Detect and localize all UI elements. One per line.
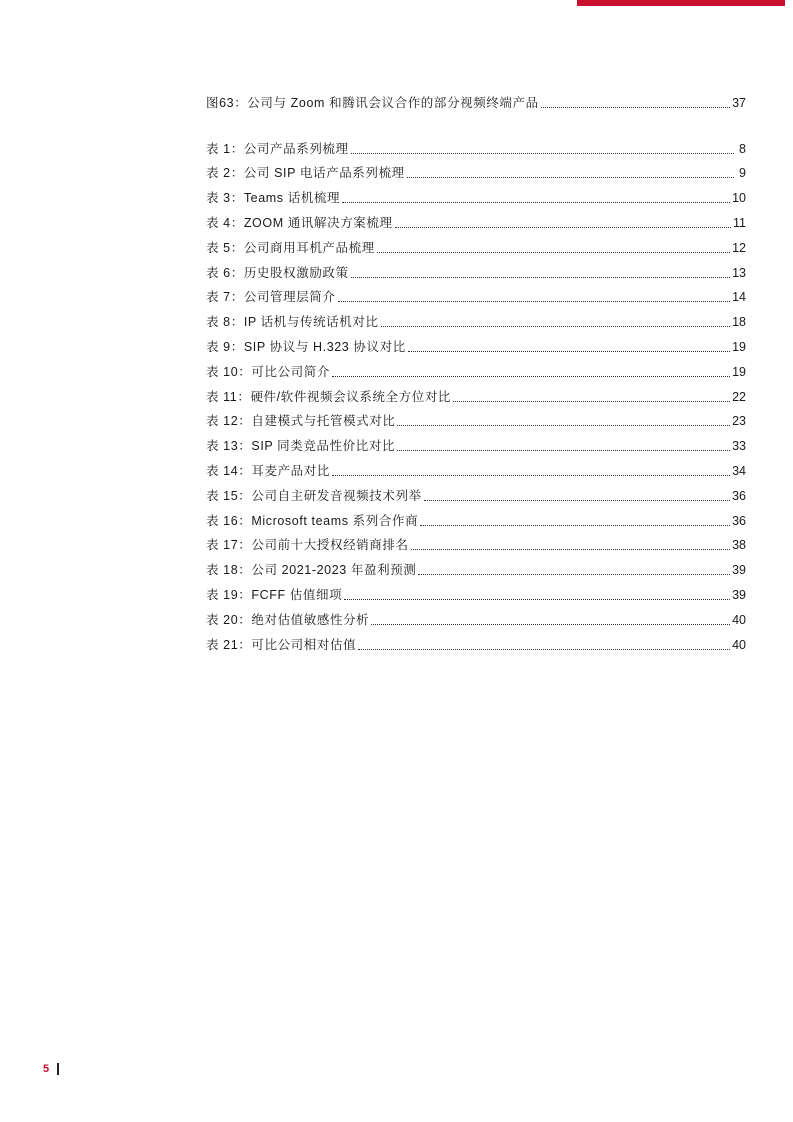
toc-entry-label: 表 15：公司自主研发音视频技术列举	[206, 488, 422, 503]
toc-entry-table-18[interactable]	[206, 553, 746, 578]
toc-entry-table-14[interactable]	[206, 454, 746, 479]
toc-leader-dots	[395, 226, 731, 228]
toc-entry-page: 8	[739, 141, 746, 156]
toc-leader-dots	[411, 548, 731, 550]
toc-leader-dots	[418, 573, 730, 575]
toc-leader-dots	[424, 499, 730, 501]
toc-leader-dots	[408, 350, 730, 352]
toc-entry-label: 表 16：Microsoft teams 系列合作商	[206, 513, 419, 528]
toc-leader-dots	[358, 648, 730, 650]
toc-leader-dots	[420, 524, 730, 526]
footer-separator	[57, 1063, 59, 1075]
toc-entry-label: 表 11：硬件/软件视频会议系统全方位对比	[206, 389, 452, 404]
toc-entry-table-20[interactable]	[206, 603, 746, 628]
toc-leader-dots	[332, 375, 730, 377]
toc-entry-figure-63[interactable]	[206, 86, 746, 111]
toc-leader-dots	[338, 300, 731, 302]
toc-entry-label: 表 19：FCFF 估值细项	[206, 587, 343, 602]
toc-entry-page: 40	[732, 637, 746, 652]
toc-entry-table-5[interactable]	[206, 231, 746, 256]
toc-entry-label: 表 9：SIP 协议与 H.323 协议对比	[206, 339, 406, 354]
toc-entry-table-17[interactable]	[206, 529, 746, 554]
table-of-contents	[206, 86, 746, 653]
toc-entry-page: 36	[732, 488, 746, 503]
toc-entry-label: 表 20：绝对估值敏感性分析	[206, 612, 370, 627]
toc-leader-dots	[371, 623, 730, 625]
toc-leader-dots	[351, 276, 730, 278]
toc-entry-label: 表 17：公司前十大授权经销商排名	[206, 538, 409, 553]
toc-entry-label: 表 12：自建模式与托管模式对比	[206, 414, 396, 429]
toc-entry-label: 表 21：可比公司相对估值	[206, 637, 357, 652]
toc-entry-page: 19	[732, 339, 746, 354]
toc-leader-dots	[381, 325, 731, 327]
toc-entry-table-19[interactable]	[206, 578, 746, 603]
toc-entry-label: 表 5：公司商用耳机产品梳理	[206, 240, 375, 255]
toc-entry-table-9[interactable]	[206, 330, 746, 355]
toc-leader-dots	[344, 598, 730, 600]
toc-leader-dots	[407, 176, 734, 178]
toc-entry-label: 表 8：IP 话机与传统话机对比	[206, 315, 379, 330]
toc-leader-dots	[351, 152, 734, 154]
toc-entry-table-4[interactable]	[206, 206, 746, 231]
toc-entry-label: 表 3：Teams 话机梳理	[206, 191, 341, 206]
toc-entry-page: 23	[732, 414, 746, 429]
toc-entry-page: 36	[732, 513, 746, 528]
toc-entry-page: 38	[732, 538, 746, 553]
toc-leader-dots	[332, 474, 730, 476]
toc-entry-table-13[interactable]	[206, 429, 746, 454]
toc-entry-page: 39	[732, 563, 746, 578]
toc-leader-dots	[541, 106, 730, 108]
toc-leader-dots	[397, 449, 730, 451]
toc-table-list	[206, 132, 746, 653]
toc-entry-page: 33	[732, 439, 746, 454]
toc-entry-label: 表 18：公司 2021-2023 年盈利预测	[206, 563, 417, 578]
toc-entry-page: 37	[732, 95, 746, 110]
toc-leader-dots	[453, 400, 730, 402]
toc-entry-table-16[interactable]	[206, 504, 746, 529]
toc-entry-table-6[interactable]	[206, 256, 746, 281]
toc-entry-page: 19	[732, 364, 746, 379]
toc-entry-page: 11	[733, 215, 746, 230]
toc-entry-label: 表 4：ZOOM 通讯解决方案梳理	[206, 215, 393, 230]
toc-entry-label: 表 1：公司产品系列梳理	[206, 141, 349, 156]
toc-entry-page: 22	[732, 389, 746, 404]
toc-entry-table-10[interactable]	[206, 355, 746, 380]
toc-entry-table-8[interactable]	[206, 305, 746, 330]
toc-entry-label: 表 14：耳麦产品对比	[206, 463, 330, 478]
toc-entry-table-2[interactable]	[206, 157, 746, 182]
page-number: 5	[43, 1063, 50, 1075]
toc-entry-table-3[interactable]	[206, 181, 746, 206]
toc-entry-page: 12	[732, 240, 746, 255]
toc-entry-table-15[interactable]	[206, 479, 746, 504]
toc-entry-page: 40	[732, 612, 746, 627]
toc-entry-table-21[interactable]	[206, 628, 746, 653]
toc-entry-table-7[interactable]	[206, 281, 746, 306]
toc-entry-page: 34	[732, 463, 746, 478]
toc-entry-label: 图63：公司与 Zoom 和腾讯会议合作的部分视频终端产品	[206, 95, 539, 110]
toc-leader-dots	[377, 251, 730, 253]
page-footer	[43, 1063, 59, 1075]
toc-entry-table-1[interactable]	[206, 132, 746, 157]
toc-leader-dots	[342, 201, 730, 203]
toc-entry-label: 表 10：可比公司简介	[206, 364, 330, 379]
toc-entry-label: 表 7：公司管理层简介	[206, 290, 336, 305]
toc-entry-page: 9	[739, 166, 746, 181]
toc-entry-label: 表 13：SIP 同类竞品性价比对比	[206, 439, 396, 454]
toc-entry-page: 14	[732, 290, 746, 305]
toc-entry-page: 10	[732, 191, 746, 206]
toc-leader-dots	[397, 424, 730, 426]
toc-entry-label: 表 6：历史股权激励政策	[206, 265, 349, 280]
toc-entry-table-11[interactable]	[206, 380, 746, 405]
toc-entry-page: 18	[732, 315, 746, 330]
toc-entry-table-12[interactable]	[206, 405, 746, 430]
toc-entry-page: 13	[732, 265, 746, 280]
toc-entry-label: 表 2：公司 SIP 电话产品系列梳理	[206, 166, 405, 181]
toc-entry-page: 39	[732, 587, 746, 602]
header-accent-bar	[577, 0, 785, 6]
